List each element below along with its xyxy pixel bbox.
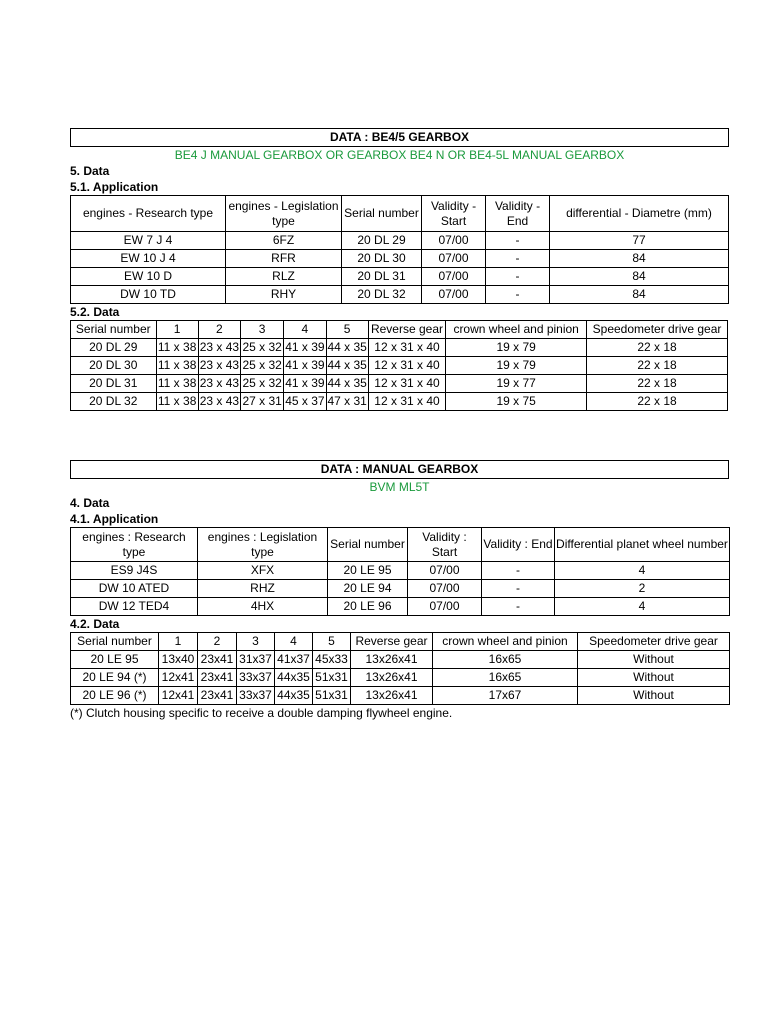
column-header: 3 [237,633,275,651]
column-header: Differential planet wheel number [555,528,730,562]
table-cell: RFR [226,250,342,268]
table-cell: EW 7 J 4 [71,232,226,250]
column-header: 5 [313,633,351,651]
section2-heading-data: 4. Data [70,496,110,510]
section1-title: DATA : BE4/5 GEARBOX [70,128,729,147]
column-header: crown wheel and pinion [433,633,578,651]
table-cell: 23x41 [198,651,237,669]
table-cell: 19 x 79 [446,357,587,375]
table-cell: 16x65 [433,651,578,669]
table-cell: RHZ [198,580,328,598]
table-cell: - [486,268,550,286]
table-cell: Without [578,687,730,705]
table-cell: 77 [550,232,729,250]
table-cell: 45x33 [313,651,351,669]
table-row [71,669,730,687]
table-cell: 25 x 32 [241,339,284,357]
table-cell: 20 LE 95 [71,651,159,669]
table-cell: 45 x 37 [284,393,326,411]
table-cell: 84 [550,268,729,286]
table-header-row [71,633,730,651]
table-cell: 20 LE 94 [328,580,408,598]
table-cell: 12 x 31 x 40 [368,357,445,375]
column-header: Serial number [71,633,159,651]
column-header: Speedometer drive gear [587,321,728,339]
table-cell: 07/00 [408,580,482,598]
column-header: Speedometer drive gear [578,633,730,651]
table-cell: 4 [555,598,730,616]
table-row [71,286,729,304]
table-cell: EW 10 D [71,268,226,286]
column-header: Serial number [328,528,408,562]
table-row [71,339,728,357]
table-cell: 20 DL 30 [71,357,157,375]
table-cell: 16x65 [433,669,578,687]
table-cell: DW 10 ATED [71,580,198,598]
column-header: engines : Research type [71,528,198,562]
table-row [71,651,730,669]
table-cell: 41 x 39 [284,357,326,375]
table-cell: 07/00 [422,268,486,286]
table-cell: 20 LE 96 [328,598,408,616]
table-cell: 84 [550,286,729,304]
table-cell: 13x40 [159,651,198,669]
table-cell: 41 x 39 [284,375,326,393]
column-header: Reverse gear [368,321,445,339]
table-cell: - [486,232,550,250]
table-cell: - [482,562,555,580]
table-cell: 22 x 18 [587,375,728,393]
table-cell: 13x26x41 [351,651,433,669]
table-cell: 12 x 31 x 40 [368,339,445,357]
column-header: Serial number [342,196,422,232]
section2-heading-application: 4.1. Application [70,512,159,526]
table-cell: 22 x 18 [587,339,728,357]
table-cell: 31x37 [237,651,275,669]
column-header: engines : Legislation type [198,528,328,562]
table-cell: 12x41 [159,687,198,705]
section2-subtitle: BVM ML5T [369,480,430,494]
table-cell: ES9 J4S [71,562,198,580]
table-cell: - [482,580,555,598]
table-cell: 20 LE 95 [328,562,408,580]
section1-gear-data-table [70,320,728,411]
column-header: crown wheel and pinion [446,321,587,339]
table-cell: 19 x 77 [446,375,587,393]
table-cell: 23x41 [198,687,237,705]
table-row [71,268,729,286]
table-cell: 22 x 18 [587,357,728,375]
table-cell: 13x26x41 [351,687,433,705]
column-header: 2 [198,321,240,339]
table-cell: - [486,250,550,268]
table-cell: Without [578,669,730,687]
section1-heading-gear-data: 5.2. Data [70,305,120,319]
table-cell: RLZ [226,268,342,286]
column-header: engines - Legislation type [226,196,342,232]
table-row [71,232,729,250]
column-header: 1 [156,321,198,339]
table-cell: 20 DL 31 [71,375,157,393]
table-row [71,375,728,393]
section1-heading-data: 5. Data [70,164,110,178]
table-cell: 44 x 35 [326,375,368,393]
table-cell: 20 DL 31 [342,268,422,286]
table-cell: 44x35 [275,687,313,705]
table-cell: 44 x 35 [326,357,368,375]
table-cell: 12 x 31 x 40 [368,393,445,411]
table-cell: - [482,598,555,616]
table-cell: 20 DL 30 [342,250,422,268]
column-header: differential - Diametre (mm) [550,196,729,232]
table-cell: 23x41 [198,669,237,687]
table-row [71,357,728,375]
table-cell: 2 [555,580,730,598]
table-cell: 20 DL 29 [71,339,157,357]
table-cell: 84 [550,250,729,268]
footnote: (*) Clutch housing specific to receive a double damping flywheel engine. [70,706,453,720]
table-cell: 20 DL 32 [71,393,157,411]
table-cell: EW 10 J 4 [71,250,226,268]
table-cell: RHY [226,286,342,304]
table-cell: DW 10 TD [71,286,226,304]
column-header: engines - Research type [71,196,226,232]
column-header: 2 [198,633,237,651]
table-cell: 44x35 [275,669,313,687]
table-cell: 07/00 [408,598,482,616]
table-cell: 25 x 32 [241,375,284,393]
table-cell: 51x31 [313,669,351,687]
table-row [71,580,730,598]
section2-gear-data-table [70,632,730,705]
table-row [71,598,730,616]
column-header: Validity - End [486,196,550,232]
table-cell: 12x41 [159,669,198,687]
column-header: Validity : Start [408,528,482,562]
table-cell: 4 [555,562,730,580]
column-header: 5 [326,321,368,339]
column-header: 4 [275,633,313,651]
table-cell: 23 x 43 [198,339,240,357]
table-cell: 20 DL 32 [342,286,422,304]
table-cell: 13x26x41 [351,669,433,687]
table-cell: DW 12 TED4 [71,598,198,616]
table-cell: 27 x 31 [241,393,284,411]
table-cell: 07/00 [422,286,486,304]
section-spacer [70,411,729,460]
table-cell: 07/00 [408,562,482,580]
table-cell: 22 x 18 [587,393,728,411]
table-cell: 23 x 43 [198,375,240,393]
table-cell: 23 x 43 [198,393,240,411]
section1-application-table [70,195,729,304]
table-cell: 44 x 35 [326,339,368,357]
table-cell: 11 x 38 [156,393,198,411]
table-cell: 33x37 [237,687,275,705]
table-row [71,393,728,411]
table-cell: XFX [198,562,328,580]
column-header: Reverse gear [351,633,433,651]
table-cell: 17x67 [433,687,578,705]
table-row [71,250,729,268]
section2-application-table [70,527,730,616]
table-cell: 07/00 [422,250,486,268]
table-cell: 41x37 [275,651,313,669]
table-cell: 11 x 38 [156,375,198,393]
column-header: 3 [241,321,284,339]
table-cell: 4HX [198,598,328,616]
document-page [70,128,729,721]
column-header: 4 [284,321,326,339]
table-cell: 20 LE 94 (*) [71,669,159,687]
table-cell: 11 x 38 [156,357,198,375]
table-row [71,562,730,580]
table-cell: Without [578,651,730,669]
table-cell: 12 x 31 x 40 [368,375,445,393]
section1-subtitle: BE4 J MANUAL GEARBOX OR GEARBOX BE4 N OR BE4-5L MANUAL GEARBOX [174,148,625,162]
column-header: Validity - Start [422,196,486,232]
table-cell: 19 x 79 [446,339,587,357]
table-cell: 19 x 75 [446,393,587,411]
table-cell: 20 DL 29 [342,232,422,250]
table-header-row [71,528,730,562]
table-cell: - [486,286,550,304]
section1-heading-application: 5.1. Application [70,180,159,194]
table-cell: 33x37 [237,669,275,687]
column-header: Serial number [71,321,157,339]
table-cell: 6FZ [226,232,342,250]
table-cell: 47 x 31 [326,393,368,411]
table-header-row [71,321,728,339]
table-cell: 51x31 [313,687,351,705]
table-cell: 20 LE 96 (*) [71,687,159,705]
table-row [71,687,730,705]
table-cell: 23 x 43 [198,357,240,375]
table-header-row [71,196,729,232]
column-header: 1 [159,633,198,651]
table-cell: 41 x 39 [284,339,326,357]
section2-heading-gear-data: 4.2. Data [70,617,120,631]
section2-title: DATA : MANUAL GEARBOX [70,460,729,479]
table-cell: 07/00 [422,232,486,250]
table-cell: 11 x 38 [156,339,198,357]
table-cell: 25 x 32 [241,357,284,375]
column-header: Validity : End [482,528,555,562]
